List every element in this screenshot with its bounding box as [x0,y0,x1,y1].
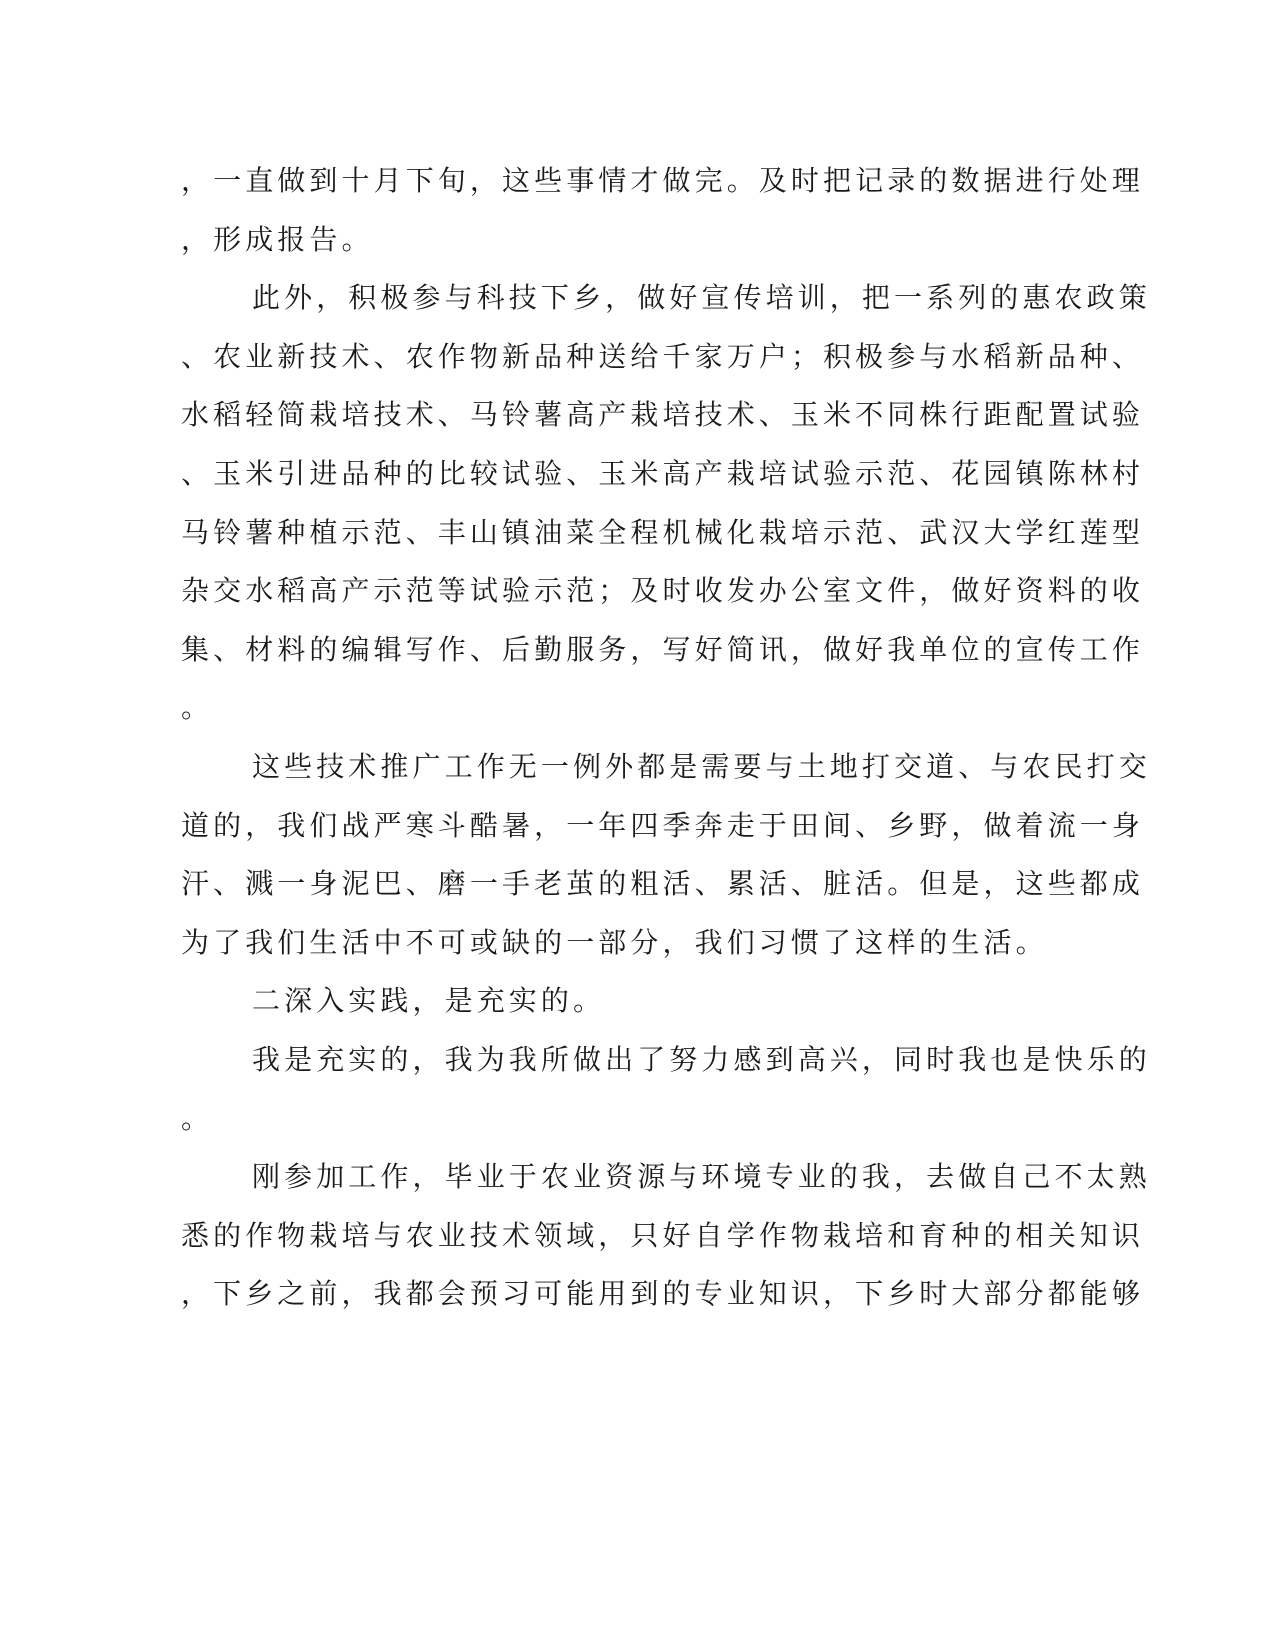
text-line: ，下乡之前，我都会预习可能用到的专业知识，下乡时大部分都能够 [181,1277,1145,1311]
text-line: 水稻轻简栽培技术、马铃薯高产栽培技术、玉米不同株行距配置试验 [181,398,1145,432]
text-line: 道的，我们战严寒斗酷暑，一年四季奔走于田间、乡野，做着流一身 [181,808,1145,842]
text-line: 集、材料的编辑写作、后勤服务，写好简讯，做好我单位的宣传工作 [181,632,1145,666]
text-line: ，形成报告。 [181,222,374,256]
text-line: 为了我们生活中不可或缺的一部分，我们习惯了这样的生活。 [181,925,1048,959]
section-heading: 二深入实践，是充实的。 [252,984,606,1018]
text-line: 。 [181,691,214,725]
paragraph-start-line: 此外，积极参与科技下乡，做好宣传培训，把一系列的惠农政策 [252,281,1151,315]
paragraph-start-line: 刚参加工作，毕业于农业资源与环境专业的我，去做自己不太熟 [252,1160,1151,1194]
text-line: 。 [181,1101,214,1135]
text-line: 汗、溅一身泥巴、磨一手老茧的粗活、累活、脏活。但是，这些都成 [181,867,1145,901]
text-line: 杂交水稻高产示范等试验示范；及时收发办公室文件，做好资料的收 [181,574,1145,608]
paragraph-start-line: 我是充实的，我为我所做出了努力感到高兴，同时我也是快乐的 [252,1042,1151,1076]
text-line: 马铃薯种植示范、丰山镇油菜全程机械化栽培示范、武汉大学红莲型 [181,515,1145,549]
document-body [181,152,1151,1324]
text-line: 悉的作物栽培与农业技术领域，只好自学作物栽培和育种的相关知识 [181,1218,1145,1252]
text-line: ，一直做到十月下旬，这些事情才做完。及时把记录的数据进行处理 [181,164,1145,197]
paragraph-start-line: 这些技术推广工作无一例外都是需要与土地打交道、与农民打交 [252,749,1151,783]
text-line: 、玉米引进品种的比较试验、玉米高产栽培试验示范、花园镇陈林村 [181,456,1145,490]
text-line: 、农业新技术、农作物新品种送给千家万户；积极参与水稻新品种、 [181,339,1145,373]
